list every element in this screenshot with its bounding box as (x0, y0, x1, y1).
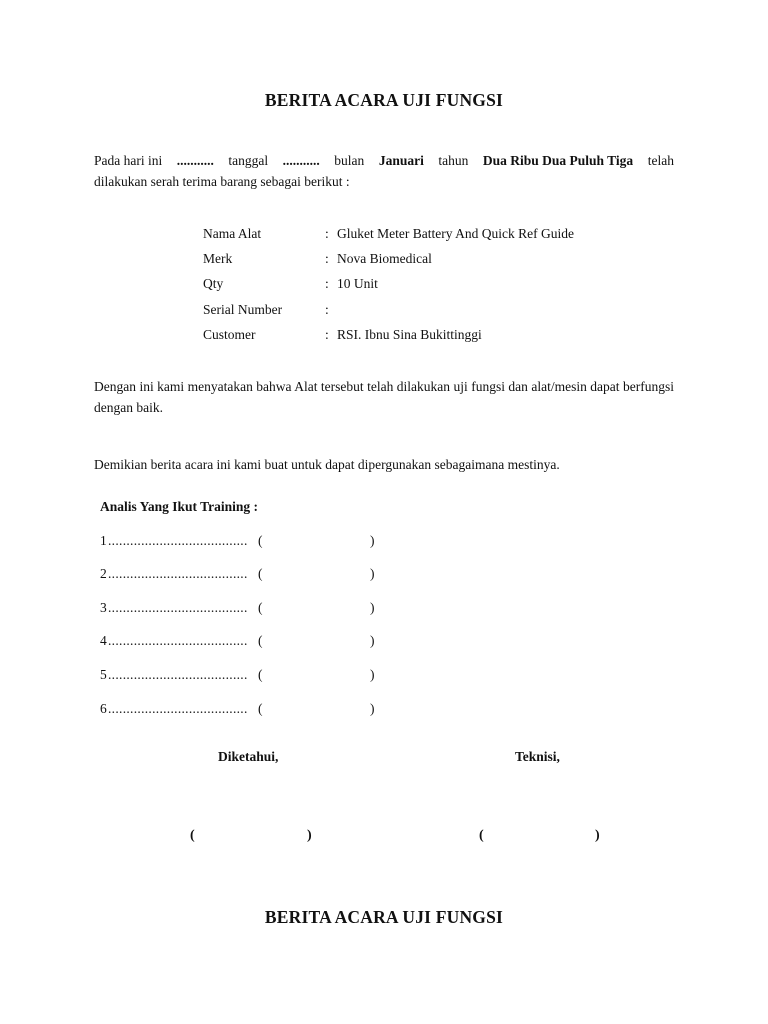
detail-value: RSI. Ibnu Sina Bukittinggi (337, 326, 482, 342)
trainee-open-paren: ( (258, 533, 263, 548)
detail-colon: : (325, 226, 329, 241)
intro-text: telah (647, 153, 674, 168)
detail-row (203, 276, 683, 301)
trainee-number: 4 (100, 633, 107, 648)
detail-value: Gluket Meter Battery And Quick Ref Guide (337, 226, 574, 241)
trainee-dots: ...................................... (108, 533, 248, 548)
document-title: BERITA ACARA UJI FUNGSI (264, 90, 504, 110)
trainee-close-paren: ) (370, 667, 375, 682)
next-page-title: BERITA ACARA UJI FUNGSI (264, 907, 504, 927)
trainee-number: 6 (100, 701, 107, 716)
detail-colon: : (325, 276, 329, 292)
trainee-number: 5 (100, 667, 107, 682)
trainee-open-paren: ( (258, 600, 263, 615)
trainee-number: 3 (100, 600, 107, 615)
detail-value: 10 Unit (337, 276, 378, 292)
detail-value: Nova Biomedical (337, 251, 432, 267)
detail-label: Merk (203, 251, 233, 267)
trainee-line (100, 566, 400, 586)
trainee-line (100, 667, 400, 687)
signature-right-close-paren: ) (595, 828, 600, 843)
detail-row (203, 302, 683, 327)
trainee-open-paren: ( (258, 667, 263, 682)
signature-left-open-paren: ( (190, 828, 195, 843)
trainee-dots: ...................................... (108, 600, 248, 615)
closing-paragraph: Demikian berita acara ini kami buat untuk dapat dipergunakan sebagaimana mestinya. (94, 457, 560, 472)
day-blank: ........... (176, 153, 214, 168)
trainee-close-paren: ) (370, 600, 375, 615)
trainee-line (100, 701, 400, 721)
detail-label: Serial Number (203, 301, 283, 317)
signature-right-open-paren: ( (479, 828, 484, 843)
trainee-dots: ...................................... (108, 633, 248, 648)
detail-row (203, 251, 683, 276)
trainee-dots: ...................................... (108, 667, 248, 682)
intro-paragraph (94, 150, 674, 192)
detail-label: Customer (203, 326, 256, 342)
trainee-dots: ...................................... (108, 566, 248, 581)
detail-colon: : (325, 326, 329, 342)
intro-text: Pada hari ini (94, 153, 163, 168)
trainee-line (100, 533, 400, 553)
signature-label-teknisi: Teknisi, (515, 749, 560, 764)
trainee-close-paren: ) (370, 701, 375, 716)
trainee-number: 1 (100, 533, 107, 548)
intro-text: tanggal (228, 153, 269, 168)
detail-colon: : (325, 251, 329, 267)
year-value: Dua Ribu Dua Puluh Tiga (482, 153, 634, 168)
trainee-close-paren: ) (370, 533, 375, 548)
statement-paragraph: Dengan ini kami menyatakan bahwa Alat tersebut telah dilakukan uji fungsi dan alat/mesin dapat berfungsi dengan baik. (94, 379, 674, 415)
trainee-open-paren: ( (258, 633, 263, 648)
intro-line-2: dilakukan serah terima barang sebagai berikut : (94, 174, 350, 189)
trainee-line (100, 633, 400, 653)
trainee-line (100, 600, 400, 620)
trainee-close-paren: ) (370, 633, 375, 648)
intro-line-1 (94, 150, 674, 171)
analis-title: Analis Yang Ikut Training : (100, 499, 259, 514)
trainee-open-paren: ( (258, 701, 263, 716)
detail-label: Nama Alat (203, 226, 262, 241)
trainee-open-paren: ( (258, 566, 263, 581)
date-blank: ........... (282, 153, 320, 168)
detail-colon: : (325, 301, 329, 317)
signature-left-close-paren: ) (307, 828, 312, 843)
detail-row (203, 226, 683, 251)
signature-label-diketahui: Diketahui, (218, 749, 279, 764)
month-value: Januari (378, 153, 424, 168)
intro-text: tahun (438, 153, 469, 168)
detail-label: Qty (203, 276, 224, 292)
detail-row (203, 327, 683, 352)
trainee-dots: ...................................... (108, 701, 248, 716)
intro-text: bulan (334, 153, 365, 168)
trainee-close-paren: ) (370, 566, 375, 581)
item-details (203, 226, 683, 352)
trainee-number: 2 (100, 566, 107, 581)
